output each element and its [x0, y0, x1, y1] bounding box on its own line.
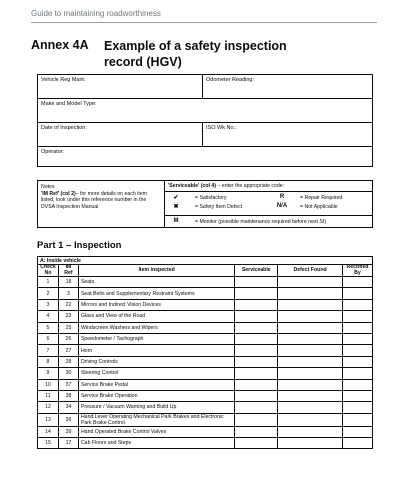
section-label: A: Inside vehicle — [38, 257, 373, 265]
rectified-by-cell[interactable] — [342, 379, 372, 390]
item-inspected: Seat Belts and Supplementary Restraint Systems — [78, 288, 234, 299]
rectified-by-cell[interactable] — [342, 426, 372, 437]
check-number: 5 — [38, 322, 59, 333]
rectified-by-cell[interactable] — [342, 413, 372, 426]
defect-found-cell[interactable] — [278, 402, 343, 413]
odometer-field[interactable]: Odometer Reading: — [203, 75, 373, 99]
im-ref-number: 26 — [58, 333, 78, 344]
check-number: 15 — [38, 438, 59, 449]
im-ref-number: 17 — [58, 438, 78, 449]
codes-intro-label: 'Serviceable' (col 4) — [168, 183, 217, 189]
check-number: 10 — [38, 379, 59, 390]
check-number: 14 — [38, 426, 59, 437]
check-number: 8 — [38, 356, 59, 367]
table-row — [38, 426, 373, 437]
serviceable-cell[interactable] — [235, 345, 278, 356]
repair-required-desc: = Repair Required — [300, 195, 343, 201]
serviceable-cell[interactable] — [235, 277, 278, 288]
check-number: 13 — [38, 413, 59, 426]
im-ref-note — [41, 191, 159, 211]
table-row — [38, 356, 373, 367]
serviceable-cell[interactable] — [235, 402, 278, 413]
check-number: 4 — [38, 311, 59, 322]
serviceable-cell[interactable] — [235, 356, 278, 367]
table-row — [38, 288, 373, 299]
item-inspected: Pressure / Vacuum Warning and Build Up — [78, 402, 234, 413]
safety-defect-desc: = Safety Item Defect — [195, 204, 243, 210]
serviceable-cell[interactable] — [235, 379, 278, 390]
defect-found-cell[interactable] — [278, 311, 343, 322]
defect-found-cell[interactable] — [278, 288, 343, 299]
check-number: 11 — [38, 390, 59, 401]
inspection-table — [37, 256, 373, 449]
serviceable-cell[interactable] — [235, 311, 278, 322]
annex-title: Example of a safety inspection record (HGV) — [104, 39, 287, 69]
rectified-by-cell[interactable] — [342, 356, 372, 367]
item-inspected: Driving Controls — [78, 356, 234, 367]
iso-week-field[interactable]: ISO Wk No.: — [203, 123, 373, 147]
satisfactory-code: ✔ — [173, 195, 179, 201]
monitor-code: M — [173, 218, 179, 224]
defect-found-cell[interactable] — [278, 345, 343, 356]
item-inspected: Cab Floors and Steps — [78, 438, 234, 449]
defect-found-cell[interactable] — [278, 390, 343, 401]
running-header: Guide to maintaining roadworthiness — [31, 9, 161, 18]
operator-field[interactable]: Operator: — [38, 147, 373, 167]
item-inspected: Windscreen Washers and Wipers — [78, 322, 234, 333]
check-number: 2 — [38, 288, 59, 299]
col-im-ref: IM Ref — [58, 265, 78, 277]
im-ref-number: 18 — [58, 277, 78, 288]
im-ref-number: 3 — [58, 288, 78, 299]
codes-intro — [168, 183, 284, 189]
defect-found-cell[interactable] — [278, 356, 343, 367]
defect-found-cell[interactable] — [278, 438, 343, 449]
serviceable-cell[interactable] — [235, 390, 278, 401]
inspection-rows — [38, 277, 373, 449]
im-ref-text: – for more details on each item listed, look under this reference number in the DVSA Inspection Manual — [41, 190, 147, 210]
serviceable-cell[interactable] — [235, 322, 278, 333]
rectified-by-cell[interactable] — [342, 333, 372, 344]
serviceable-cell[interactable] — [235, 299, 278, 310]
item-inspected: Service Brake Pedal — [78, 379, 234, 390]
table-row — [38, 379, 373, 390]
rectified-by-cell[interactable] — [342, 311, 372, 322]
check-number: 1 — [38, 277, 59, 288]
im-ref-number: 28 — [58, 356, 78, 367]
defect-found-cell[interactable] — [278, 413, 343, 426]
part1-heading: Part 1 – Inspection — [37, 240, 122, 251]
defect-found-cell[interactable] — [278, 333, 343, 344]
im-ref-number: 34 — [58, 402, 78, 413]
im-ref-number: 36 — [58, 413, 78, 426]
item-inspected: Mirrors and Indirect Vision Devices — [78, 299, 234, 310]
table-row — [38, 333, 373, 344]
im-ref-number: 38 — [58, 390, 78, 401]
col-item-inspected: Item inspected — [78, 265, 234, 277]
rectified-by-cell[interactable] — [342, 390, 372, 401]
im-ref-number: 25 — [58, 322, 78, 333]
table-row — [38, 402, 373, 413]
rectified-by-cell[interactable] — [342, 299, 372, 310]
table-row — [38, 368, 373, 379]
rectified-by-cell[interactable] — [342, 345, 372, 356]
im-ref-number: 23 — [58, 311, 78, 322]
annex-label: Annex 4A — [31, 38, 89, 52]
safety-defect-code: ✖ — [173, 204, 179, 210]
table-row — [38, 390, 373, 401]
check-number: 3 — [38, 299, 59, 310]
table-row — [38, 299, 373, 310]
check-number: 7 — [38, 345, 59, 356]
im-ref-number: 30 — [58, 368, 78, 379]
item-inspected: Steering Control — [78, 368, 234, 379]
notes-panel — [41, 184, 159, 210]
check-number: 9 — [38, 368, 59, 379]
serviceable-cell[interactable] — [235, 438, 278, 449]
defect-found-cell[interactable] — [278, 379, 343, 390]
im-ref-label: 'IM Ref' (col 2) — [41, 190, 76, 197]
defect-found-cell[interactable] — [278, 322, 343, 333]
notes-box — [37, 180, 373, 228]
codes-divider — [165, 215, 372, 216]
codes-divider — [165, 191, 372, 192]
col-rectified-by: Rectified By — [342, 265, 372, 277]
notes-title: Notes — [41, 184, 55, 190]
table-row — [38, 277, 373, 288]
serviceable-cell[interactable] — [235, 368, 278, 379]
item-inspected: Glass and View of the Road — [78, 311, 234, 322]
header-divider — [31, 22, 377, 23]
table-row — [38, 413, 373, 426]
im-ref-number: 22 — [58, 299, 78, 310]
item-inspected: Horn — [78, 345, 234, 356]
im-ref-number: 37 — [58, 379, 78, 390]
table-row — [38, 345, 373, 356]
serviceable-cell[interactable] — [235, 333, 278, 344]
col-serviceable: Serviceable — [235, 265, 278, 277]
rectified-by-cell[interactable] — [342, 438, 372, 449]
serviceable-cell[interactable] — [235, 413, 278, 426]
vehicle-details-table — [37, 74, 373, 167]
rectified-by-cell[interactable] — [342, 322, 372, 333]
date-of-inspection-field[interactable]: Date of Inspection: — [38, 123, 203, 147]
im-ref-number: 39 — [58, 426, 78, 437]
defect-found-cell[interactable] — [278, 426, 343, 437]
item-inspected: Seats — [78, 277, 234, 288]
item-inspected: Service Brake Operation — [78, 390, 234, 401]
check-number: 12 — [38, 402, 59, 413]
defect-found-cell[interactable] — [278, 368, 343, 379]
repair-required-code: R — [279, 194, 285, 200]
item-inspected: Hand Operated Brake Control Valves — [78, 426, 234, 437]
not-applicable-desc: = Not Applicable — [300, 204, 338, 210]
serviceable-cell[interactable] — [235, 288, 278, 299]
rectified-by-cell[interactable] — [342, 288, 372, 299]
col-check-no: Check No — [38, 265, 59, 277]
check-number: 6 — [38, 333, 59, 344]
codes-intro-text: – enter the appropriate code: — [217, 183, 285, 189]
monitor-desc: = Monitor (possible maintenance required before next SI) — [195, 219, 327, 225]
table-row — [38, 311, 373, 322]
defect-found-cell[interactable] — [278, 299, 343, 310]
defect-found-cell[interactable] — [278, 277, 343, 288]
satisfactory-desc: = Satisfactory — [195, 195, 227, 201]
serviceable-cell[interactable] — [235, 426, 278, 437]
vehicle-reg-field[interactable]: Vehicle Reg Mark: — [38, 75, 203, 99]
im-ref-number: 27 — [58, 345, 78, 356]
table-row — [38, 438, 373, 449]
not-applicable-code: N/A — [276, 203, 288, 209]
make-model-field[interactable]: Make and Model Type: — [38, 99, 373, 123]
item-inspected: Hand Lever Operating Mechanical Park Brakes and Electronic Park Brake Control — [78, 413, 234, 426]
rectified-by-cell[interactable] — [342, 277, 372, 288]
codes-panel — [164, 181, 372, 227]
table-row — [38, 322, 373, 333]
col-defect-found: Defect Found — [278, 265, 343, 277]
item-inspected: Speedometer / Tachograph — [78, 333, 234, 344]
rectified-by-cell[interactable] — [342, 402, 372, 413]
rectified-by-cell[interactable] — [342, 368, 372, 379]
